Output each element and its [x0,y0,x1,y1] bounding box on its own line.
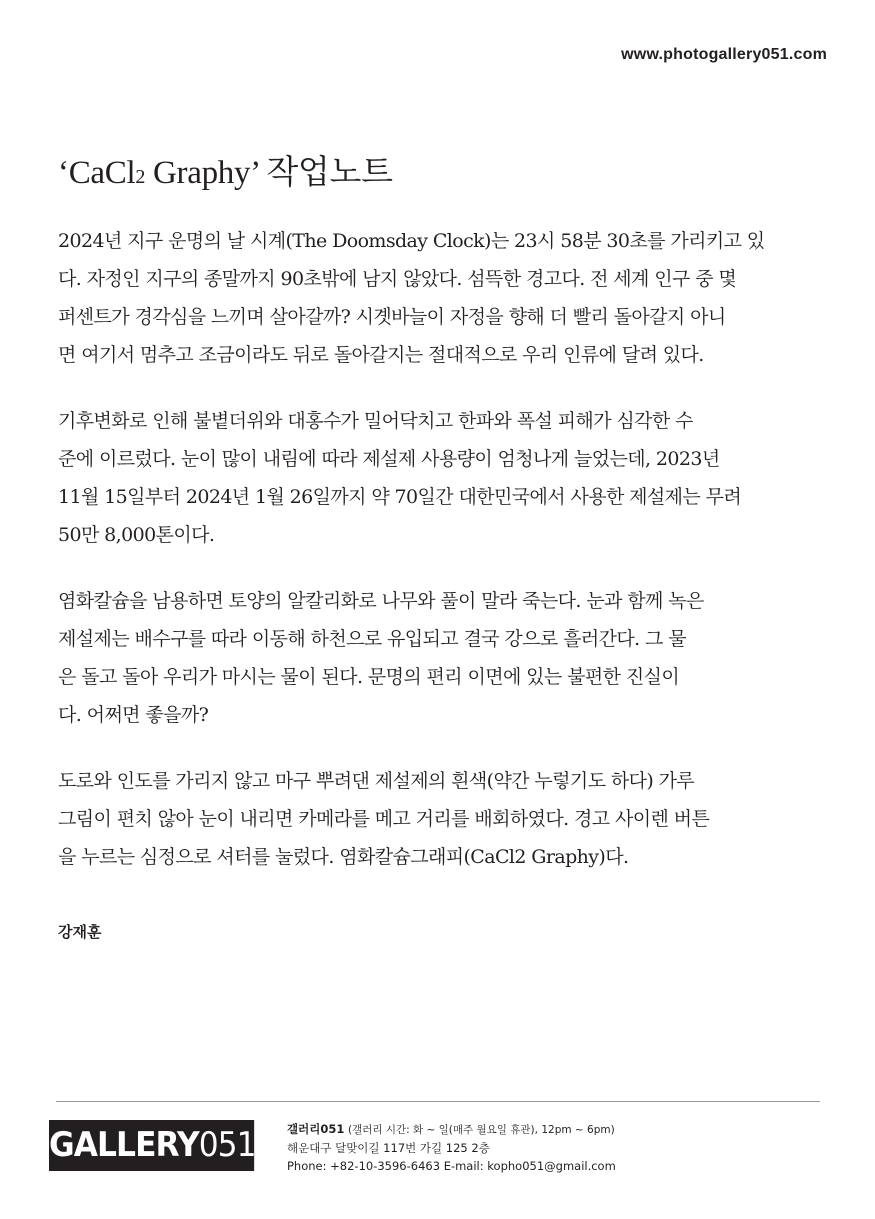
paragraph-line: 도로와 인도를 가리지 않고 마구 뿌려댄 제설제의 흰색(약간 누렇기도 하다) 가루 [58,770,695,792]
logo-number: 051 [198,1125,256,1165]
paragraph-line: 면 여기서 멈추고 조금이라도 뒤로 돌아갈지는 절대적으로 우리 인류에 달려 있다. [58,344,704,366]
page-title [58,146,393,193]
paragraph-line: 다. 자정인 지구의 종말까지 90초밖에 남지 않았다. 섬뜩한 경고다. 전 세계 인구 중 몇 [58,268,737,290]
website-url: www.photogallery051.com [621,46,827,63]
paragraph-2 [58,402,818,554]
paragraph-line: 2024년 지구 운명의 날 시계(The Doomsday Clock)는 23시 58분 30초를 가리키고 있 [58,230,765,252]
logo-text: GALLERY [49,1125,199,1165]
paragraph-line: 염화칼슘을 남용하면 토양의 알칼리화로 나무와 풀이 말라 죽는다. 눈과 함께 녹은 [58,590,704,612]
gallery-info [287,1120,616,1175]
title-open-quote: ‘ [58,155,69,191]
paragraph-line: 11월 15일부터 2024년 1월 26일까지 약 70일간 대한민국에서 사용한 제설제는 무려 [58,486,742,508]
paragraph-line: 제설제는 배수구를 따라 이동해 하천으로 유입되고 결국 강으로 흘러간다. 그 물 [58,628,686,650]
paragraph-line: 50만 8,000톤이다. [58,524,215,546]
author-name: 강재훈 [58,923,102,941]
gallery-address: 해운대구 달맞이길 117번 가길 125 2층 [287,1141,490,1155]
paragraph-4 [58,762,818,876]
title-main-b: Graphy’ 작업노트 [145,155,393,191]
footer-divider [56,1101,820,1102]
gallery-name: 갤러리051 [287,1122,345,1136]
gallery-logo [49,1120,254,1171]
paragraph-line: 퍼센트가 경각심을 느끼며 살아갈까? 시곗바늘이 자정을 향해 더 빨리 돌아갈지 아니 [58,306,726,328]
paragraph-line: 준에 이르렀다. 눈이 많이 내림에 따라 제설제 사용량이 엄청나게 늘었는데, 2023년 [58,448,720,470]
gallery-name-line [287,1120,616,1139]
gallery-hours: (갤러리 시간: 화 ~ 일(매주 월요일 휴관), 12pm ~ 6pm) [348,1124,615,1136]
paragraph-3 [58,582,818,734]
gallery-contact: Phone: +82-10-3596-6463 E-mail: kopho051@gmail.com [287,1159,616,1173]
paragraph-line: 다. 어쩌면 좋을까? [58,704,209,726]
paragraph-line: 을 누르는 심정으로 셔터를 눌렀다. 염화칼슘그래피(CaCl2 Graphy)다. [58,846,629,868]
title-main-a: CaCl [68,155,136,191]
paragraph-line: 은 돌고 돌아 우리가 마시는 물이 된다. 문명의 편리 이면에 있는 불편한 진실이 [58,666,680,688]
paragraph-line: 그림이 편치 않아 눈이 내리면 카메라를 메고 거리를 배회하였다. 경고 사이렌 버튼 [58,808,710,830]
paragraph-line: 기후변화로 인해 불볕더위와 대홍수가 밀어닥치고 한파와 폭설 피해가 심각한 수 [58,410,693,432]
title-subscript: 2 [135,166,146,188]
essay-body [58,222,818,904]
paragraph-1 [58,222,818,374]
